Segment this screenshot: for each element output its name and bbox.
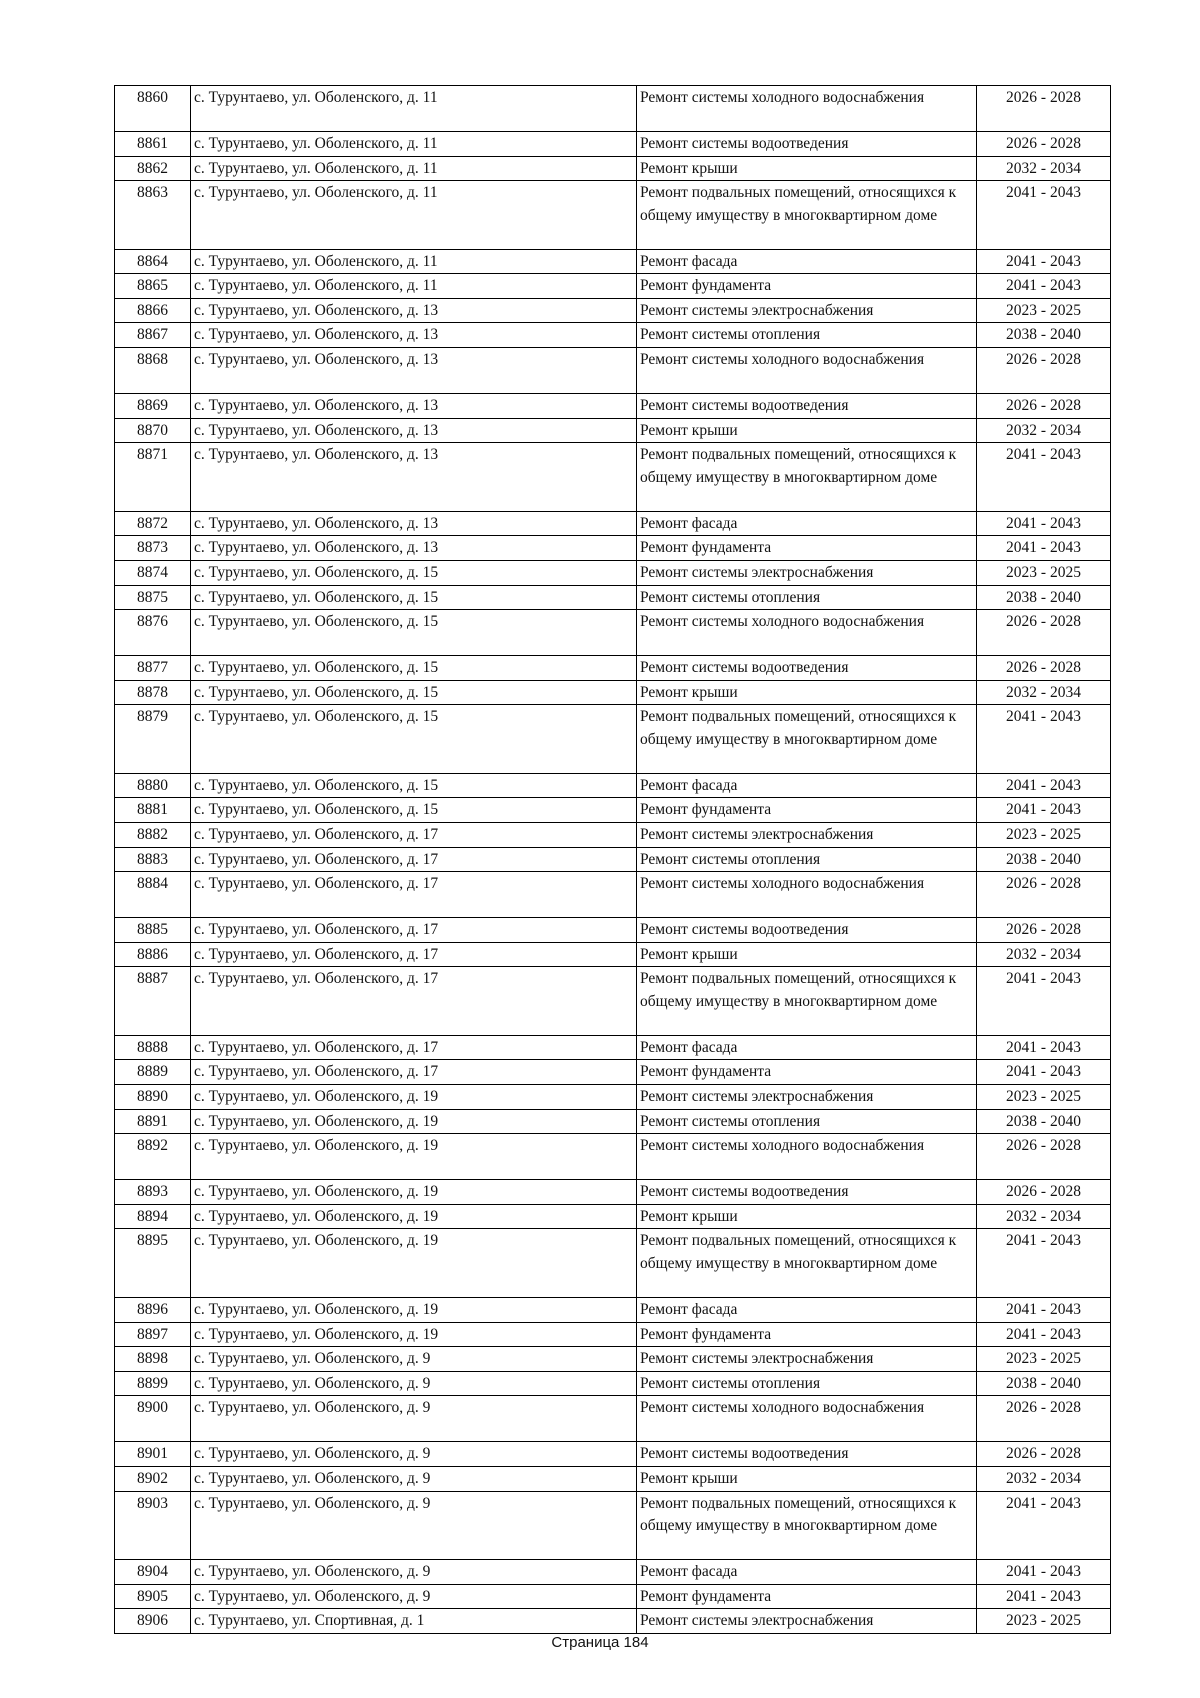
row-number-cell: 8902 <box>115 1466 191 1491</box>
table-row <box>115 1180 1111 1205</box>
table-row <box>115 86 1111 132</box>
table-row <box>115 823 1111 848</box>
work-type-cell: Ремонт фундамента <box>637 1322 977 1347</box>
address-cell: с. Турунтаево, ул. Оболенского, д. 17 <box>191 967 637 1036</box>
address-cell: с. Турунтаево, ул. Оболенского, д. 19 <box>191 1322 637 1347</box>
address-cell: с. Турунтаево, ул. Оболенского, д. 13 <box>191 536 637 561</box>
address-cell: с. Турунтаево, ул. Оболенского, д. 15 <box>191 680 637 705</box>
table-row <box>115 1035 1111 1060</box>
period-cell: 2041 - 2043 <box>977 1297 1111 1322</box>
address-cell: с. Турунтаево, ул. Оболенского, д. 19 <box>191 1204 637 1229</box>
period-cell: 2032 - 2034 <box>977 1466 1111 1491</box>
table-row <box>115 1109 1111 1134</box>
row-number-cell: 8897 <box>115 1322 191 1347</box>
table-row <box>115 1347 1111 1372</box>
period-cell: 2041 - 2043 <box>977 773 1111 798</box>
address-cell: с. Турунтаево, ул. Оболенского, д. 17 <box>191 942 637 967</box>
row-number-cell: 8898 <box>115 1347 191 1372</box>
row-number-cell: 8893 <box>115 1180 191 1205</box>
period-cell: 2023 - 2025 <box>977 1609 1111 1634</box>
table-row <box>115 560 1111 585</box>
row-number-cell: 8883 <box>115 847 191 872</box>
row-number-cell: 8900 <box>115 1396 191 1442</box>
period-cell: 2026 - 2028 <box>977 1180 1111 1205</box>
address-cell: с. Турунтаево, ул. Оболенского, д. 19 <box>191 1109 637 1134</box>
table-row <box>115 1060 1111 1085</box>
work-type-cell: Ремонт крыши <box>637 680 977 705</box>
address-cell: с. Турунтаево, ул. Оболенского, д. 11 <box>191 249 637 274</box>
work-type-cell: Ремонт системы водоотведения <box>637 1180 977 1205</box>
row-number-cell: 8896 <box>115 1297 191 1322</box>
address-cell: с. Турунтаево, ул. Оболенского, д. 11 <box>191 274 637 299</box>
work-type-cell: Ремонт фундамента <box>637 274 977 299</box>
address-cell: с. Турунтаево, ул. Оболенского, д. 15 <box>191 585 637 610</box>
work-type-cell: Ремонт системы водоотведения <box>637 394 977 419</box>
period-cell: 2041 - 2043 <box>977 511 1111 536</box>
work-type-cell: Ремонт крыши <box>637 1466 977 1491</box>
address-cell: с. Турунтаево, ул. Оболенского, д. 11 <box>191 86 637 132</box>
row-number-cell: 8863 <box>115 181 191 250</box>
period-cell: 2041 - 2043 <box>977 249 1111 274</box>
row-number-cell: 8885 <box>115 918 191 943</box>
period-cell: 2032 - 2034 <box>977 1204 1111 1229</box>
period-cell: 2023 - 2025 <box>977 298 1111 323</box>
table-row <box>115 798 1111 823</box>
work-type-cell: Ремонт системы водоотведения <box>637 918 977 943</box>
period-cell: 2026 - 2028 <box>977 1396 1111 1442</box>
row-number-cell: 8905 <box>115 1584 191 1609</box>
table-row <box>115 1085 1111 1110</box>
period-cell: 2026 - 2028 <box>977 918 1111 943</box>
row-number-cell: 8889 <box>115 1060 191 1085</box>
address-cell: с. Турунтаево, ул. Оболенского, д. 9 <box>191 1491 637 1560</box>
row-number-cell: 8871 <box>115 443 191 512</box>
period-cell: 2023 - 2025 <box>977 560 1111 585</box>
repair-schedule-table <box>114 85 1111 1634</box>
work-type-cell: Ремонт подвальных помещений, относящихся к общему имуществу в многоквартирном доме <box>637 181 977 250</box>
row-number-cell: 8881 <box>115 798 191 823</box>
table-row <box>115 918 1111 943</box>
period-cell: 2023 - 2025 <box>977 823 1111 848</box>
row-number-cell: 8865 <box>115 274 191 299</box>
address-cell: с. Турунтаево, ул. Оболенского, д. 13 <box>191 394 637 419</box>
work-type-cell: Ремонт системы водоотведения <box>637 1442 977 1467</box>
address-cell: с. Турунтаево, ул. Оболенского, д. 15 <box>191 656 637 681</box>
table-row <box>115 1204 1111 1229</box>
work-type-cell: Ремонт системы холодного водоснабжения <box>637 86 977 132</box>
work-type-cell: Ремонт подвальных помещений, относящихся к общему имуществу в многоквартирном доме <box>637 705 977 774</box>
row-number-cell: 8864 <box>115 249 191 274</box>
table-row <box>115 610 1111 656</box>
row-number-cell: 8874 <box>115 560 191 585</box>
period-cell: 2041 - 2043 <box>977 1035 1111 1060</box>
row-number-cell: 8904 <box>115 1560 191 1585</box>
table-row <box>115 1371 1111 1396</box>
row-number-cell: 8877 <box>115 656 191 681</box>
table-row <box>115 1229 1111 1298</box>
work-type-cell: Ремонт подвальных помещений, относящихся к общему имуществу в многоквартирном доме <box>637 967 977 1036</box>
period-cell: 2038 - 2040 <box>977 847 1111 872</box>
work-type-cell: Ремонт фасада <box>637 1297 977 1322</box>
table-row <box>115 1466 1111 1491</box>
table-row <box>115 132 1111 157</box>
work-type-cell: Ремонт системы электроснабжения <box>637 1347 977 1372</box>
row-number-cell: 8890 <box>115 1085 191 1110</box>
address-cell: с. Турунтаево, ул. Оболенского, д. 19 <box>191 1229 637 1298</box>
period-cell: 2026 - 2028 <box>977 394 1111 419</box>
address-cell: с. Турунтаево, ул. Оболенского, д. 17 <box>191 1035 637 1060</box>
table-row <box>115 1396 1111 1442</box>
row-number-cell: 8867 <box>115 323 191 348</box>
work-type-cell: Ремонт системы холодного водоснабжения <box>637 1396 977 1442</box>
row-number-cell: 8860 <box>115 86 191 132</box>
table-row <box>115 585 1111 610</box>
row-number-cell: 8873 <box>115 536 191 561</box>
period-cell: 2026 - 2028 <box>977 1134 1111 1180</box>
page-number: Страница 184 <box>551 1634 649 1651</box>
address-cell: с. Турунтаево, ул. Оболенского, д. 13 <box>191 323 637 348</box>
address-cell: с. Турунтаево, ул. Оболенского, д. 17 <box>191 1060 637 1085</box>
table-row <box>115 323 1111 348</box>
work-type-cell: Ремонт системы водоотведения <box>637 656 977 681</box>
table-row <box>115 249 1111 274</box>
row-number-cell: 8886 <box>115 942 191 967</box>
period-cell: 2026 - 2028 <box>977 132 1111 157</box>
work-type-cell: Ремонт фундамента <box>637 798 977 823</box>
work-type-cell: Ремонт системы электроснабжения <box>637 1609 977 1634</box>
table-row <box>115 872 1111 918</box>
table-row <box>115 1134 1111 1180</box>
row-number-cell: 8870 <box>115 418 191 443</box>
period-cell: 2038 - 2040 <box>977 1109 1111 1134</box>
work-type-cell: Ремонт крыши <box>637 418 977 443</box>
period-cell: 2038 - 2040 <box>977 1371 1111 1396</box>
address-cell: с. Турунтаево, ул. Оболенского, д. 19 <box>191 1297 637 1322</box>
address-cell: с. Турунтаево, ул. Оболенского, д. 15 <box>191 773 637 798</box>
period-cell: 2038 - 2040 <box>977 585 1111 610</box>
period-cell: 2026 - 2028 <box>977 348 1111 394</box>
address-cell: с. Турунтаево, ул. Оболенского, д. 19 <box>191 1180 637 1205</box>
table-row <box>115 656 1111 681</box>
address-cell: с. Турунтаево, ул. Оболенского, д. 13 <box>191 298 637 323</box>
row-number-cell: 8879 <box>115 705 191 774</box>
work-type-cell: Ремонт системы электроснабжения <box>637 1085 977 1110</box>
row-number-cell: 8906 <box>115 1609 191 1634</box>
period-cell: 2026 - 2028 <box>977 610 1111 656</box>
period-cell: 2023 - 2025 <box>977 1085 1111 1110</box>
work-type-cell: Ремонт фасада <box>637 1035 977 1060</box>
row-number-cell: 8861 <box>115 132 191 157</box>
period-cell: 2041 - 2043 <box>977 1060 1111 1085</box>
address-cell: с. Турунтаево, ул. Оболенского, д. 13 <box>191 348 637 394</box>
work-type-cell: Ремонт системы холодного водоснабжения <box>637 610 977 656</box>
period-cell: 2032 - 2034 <box>977 942 1111 967</box>
row-number-cell: 8882 <box>115 823 191 848</box>
table-row <box>115 274 1111 299</box>
period-cell: 2041 - 2043 <box>977 705 1111 774</box>
period-cell: 2041 - 2043 <box>977 443 1111 512</box>
table-row <box>115 847 1111 872</box>
row-number-cell: 8892 <box>115 1134 191 1180</box>
period-cell: 2041 - 2043 <box>977 1584 1111 1609</box>
row-number-cell: 8878 <box>115 680 191 705</box>
table-row <box>115 348 1111 394</box>
address-cell: с. Турунтаево, ул. Оболенского, д. 17 <box>191 918 637 943</box>
work-type-cell: Ремонт крыши <box>637 156 977 181</box>
period-cell: 2041 - 2043 <box>977 798 1111 823</box>
row-number-cell: 8891 <box>115 1109 191 1134</box>
address-cell: с. Турунтаево, ул. Оболенского, д. 15 <box>191 798 637 823</box>
table-row <box>115 1322 1111 1347</box>
table-row <box>115 156 1111 181</box>
work-type-cell: Ремонт системы отопления <box>637 585 977 610</box>
address-cell: с. Турунтаево, ул. Оболенского, д. 15 <box>191 610 637 656</box>
period-cell: 2032 - 2034 <box>977 680 1111 705</box>
address-cell: с. Турунтаево, ул. Оболенского, д. 13 <box>191 511 637 536</box>
address-cell: с. Турунтаево, ул. Оболенского, д. 19 <box>191 1085 637 1110</box>
address-cell: с. Турунтаево, ул. Оболенского, д. 15 <box>191 560 637 585</box>
row-number-cell: 8887 <box>115 967 191 1036</box>
address-cell: с. Турунтаево, ул. Оболенского, д. 9 <box>191 1466 637 1491</box>
table-row <box>115 181 1111 250</box>
address-cell: с. Турунтаево, ул. Оболенского, д. 11 <box>191 132 637 157</box>
work-type-cell: Ремонт системы отопления <box>637 847 977 872</box>
table-row <box>115 705 1111 774</box>
work-type-cell: Ремонт системы холодного водоснабжения <box>637 1134 977 1180</box>
address-cell: с. Турунтаево, ул. Оболенского, д. 9 <box>191 1442 637 1467</box>
table-row <box>115 536 1111 561</box>
table-row <box>115 942 1111 967</box>
period-cell: 2026 - 2028 <box>977 1442 1111 1467</box>
table-row <box>115 1560 1111 1585</box>
table-row <box>115 443 1111 512</box>
period-cell: 2041 - 2043 <box>977 967 1111 1036</box>
address-cell: с. Турунтаево, ул. Оболенского, д. 13 <box>191 418 637 443</box>
row-number-cell: 8884 <box>115 872 191 918</box>
row-number-cell: 8901 <box>115 1442 191 1467</box>
table-body <box>115 86 1111 1634</box>
address-cell: с. Турунтаево, ул. Оболенского, д. 9 <box>191 1560 637 1585</box>
work-type-cell: Ремонт фасада <box>637 773 977 798</box>
table-row <box>115 680 1111 705</box>
work-type-cell: Ремонт системы холодного водоснабжения <box>637 348 977 394</box>
period-cell: 2041 - 2043 <box>977 1322 1111 1347</box>
period-cell: 2041 - 2043 <box>977 181 1111 250</box>
period-cell: 2041 - 2043 <box>977 1229 1111 1298</box>
work-type-cell: Ремонт крыши <box>637 1204 977 1229</box>
address-cell: с. Турунтаево, ул. Оболенского, д. 9 <box>191 1371 637 1396</box>
address-cell: с. Турунтаево, ул. Оболенского, д. 13 <box>191 443 637 512</box>
row-number-cell: 8894 <box>115 1204 191 1229</box>
address-cell: с. Турунтаево, ул. Оболенского, д. 9 <box>191 1396 637 1442</box>
table-row <box>115 511 1111 536</box>
row-number-cell: 8876 <box>115 610 191 656</box>
work-type-cell: Ремонт системы холодного водоснабжения <box>637 872 977 918</box>
address-cell: с. Турунтаево, ул. Оболенского, д. 15 <box>191 705 637 774</box>
table-row <box>115 1442 1111 1467</box>
work-type-cell: Ремонт фундамента <box>637 1584 977 1609</box>
row-number-cell: 8868 <box>115 348 191 394</box>
address-cell: с. Турунтаево, ул. Оболенского, д. 11 <box>191 181 637 250</box>
period-cell: 2038 - 2040 <box>977 323 1111 348</box>
work-type-cell: Ремонт системы отопления <box>637 1371 977 1396</box>
work-type-cell: Ремонт системы отопления <box>637 323 977 348</box>
work-type-cell: Ремонт подвальных помещений, относящихся к общему имуществу в многоквартирном доме <box>637 443 977 512</box>
period-cell: 2041 - 2043 <box>977 274 1111 299</box>
row-number-cell: 8888 <box>115 1035 191 1060</box>
address-cell: с. Турунтаево, ул. Оболенского, д. 17 <box>191 872 637 918</box>
work-type-cell: Ремонт фундамента <box>637 536 977 561</box>
period-cell: 2023 - 2025 <box>977 1347 1111 1372</box>
address-cell: с. Турунтаево, ул. Оболенского, д. 19 <box>191 1134 637 1180</box>
address-cell: с. Турунтаево, ул. Оболенского, д. 9 <box>191 1347 637 1372</box>
address-cell: с. Турунтаево, ул. Оболенского, д. 11 <box>191 156 637 181</box>
table-row <box>115 298 1111 323</box>
work-type-cell: Ремонт подвальных помещений, относящихся к общему имуществу в многоквартирном доме <box>637 1229 977 1298</box>
period-cell: 2041 - 2043 <box>977 536 1111 561</box>
row-number-cell: 8895 <box>115 1229 191 1298</box>
table-row <box>115 1584 1111 1609</box>
table-row <box>115 773 1111 798</box>
period-cell: 2032 - 2034 <box>977 418 1111 443</box>
period-cell: 2026 - 2028 <box>977 656 1111 681</box>
work-type-cell: Ремонт системы электроснабжения <box>637 298 977 323</box>
work-type-cell: Ремонт системы отопления <box>637 1109 977 1134</box>
row-number-cell: 8869 <box>115 394 191 419</box>
address-cell: с. Турунтаево, ул. Оболенского, д. 9 <box>191 1584 637 1609</box>
row-number-cell: 8862 <box>115 156 191 181</box>
address-cell: с. Турунтаево, ул. Спортивная, д. 1 <box>191 1609 637 1634</box>
table-row <box>115 1491 1111 1560</box>
work-type-cell: Ремонт крыши <box>637 942 977 967</box>
address-cell: с. Турунтаево, ул. Оболенского, д. 17 <box>191 823 637 848</box>
work-type-cell: Ремонт фундамента <box>637 1060 977 1085</box>
address-cell: с. Турунтаево, ул. Оболенского, д. 17 <box>191 847 637 872</box>
period-cell: 2032 - 2034 <box>977 156 1111 181</box>
row-number-cell: 8872 <box>115 511 191 536</box>
period-cell: 2041 - 2043 <box>977 1560 1111 1585</box>
work-type-cell: Ремонт фасада <box>637 511 977 536</box>
work-type-cell: Ремонт системы электроснабжения <box>637 560 977 585</box>
work-type-cell: Ремонт системы водоотведения <box>637 132 977 157</box>
row-number-cell: 8880 <box>115 773 191 798</box>
table-row <box>115 1609 1111 1634</box>
period-cell: 2026 - 2028 <box>977 872 1111 918</box>
table-row <box>115 394 1111 419</box>
row-number-cell: 8903 <box>115 1491 191 1560</box>
work-type-cell: Ремонт фасада <box>637 1560 977 1585</box>
row-number-cell: 8899 <box>115 1371 191 1396</box>
work-type-cell: Ремонт подвальных помещений, относящихся к общему имуществу в многоквартирном доме <box>637 1491 977 1560</box>
period-cell: 2041 - 2043 <box>977 1491 1111 1560</box>
table-row <box>115 1297 1111 1322</box>
row-number-cell: 8866 <box>115 298 191 323</box>
row-number-cell: 8875 <box>115 585 191 610</box>
period-cell: 2026 - 2028 <box>977 86 1111 132</box>
table-row <box>115 967 1111 1036</box>
work-type-cell: Ремонт фасада <box>637 249 977 274</box>
table-row <box>115 418 1111 443</box>
work-type-cell: Ремонт системы электроснабжения <box>637 823 977 848</box>
